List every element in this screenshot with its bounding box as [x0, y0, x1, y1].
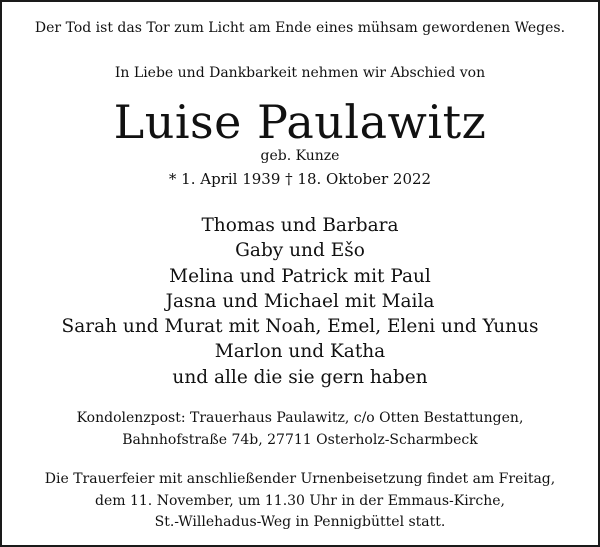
funeral-details — [2, 469, 598, 534]
life-dates: * 1. April 1939 † 18. Oktober 2022 — [168, 170, 432, 188]
quote-text: Der Tod ist das Tor zum Licht am Ende eines mühsam gewordenen Weges. — [34, 20, 566, 36]
funeral-line: dem 11. November, um 11.30 Uhr in der Emmaus-Kirche, — [95, 492, 505, 509]
mourner-line: Thomas und Barbara — [201, 215, 399, 236]
condolence-address — [2, 407, 598, 451]
mourner-line: Melina und Patrick mit Paul — [169, 265, 431, 287]
mourner-line: und alle die sie gern haben — [172, 366, 428, 388]
maiden-name: geb. Kunze — [260, 148, 340, 164]
mourner-line: Sarah und Murat mit Noah, Emel, Eleni und Yunus — [61, 316, 539, 338]
funeral-line: St.-Willehadus-Weg in Pennigbüttel statt. — [154, 514, 446, 530]
address-line: Kondolenzpost: Trauerhaus Paulawitz, c/o Otten Bestattungen, — [76, 410, 524, 426]
deceased-name: Luise Paulawitz — [113, 95, 487, 149]
farewell-text: In Liebe und Dankbarkeit nehmen wir Abschied von — [114, 65, 486, 81]
mourner-line: Marlon und Katha — [214, 341, 386, 363]
funeral-line: Die Trauerfeier mit anschließender Urnenbeisetzung findet am Freitag, — [44, 471, 556, 487]
mourner-line: Gaby und Ešo — [235, 240, 365, 262]
mourner-line: Jasna und Michael mit Maila — [165, 290, 435, 312]
mourners-list — [2, 213, 598, 390]
address-line: Bahnhofstraße 74b, 27711 Osterholz-Scharmbeck — [122, 432, 478, 448]
